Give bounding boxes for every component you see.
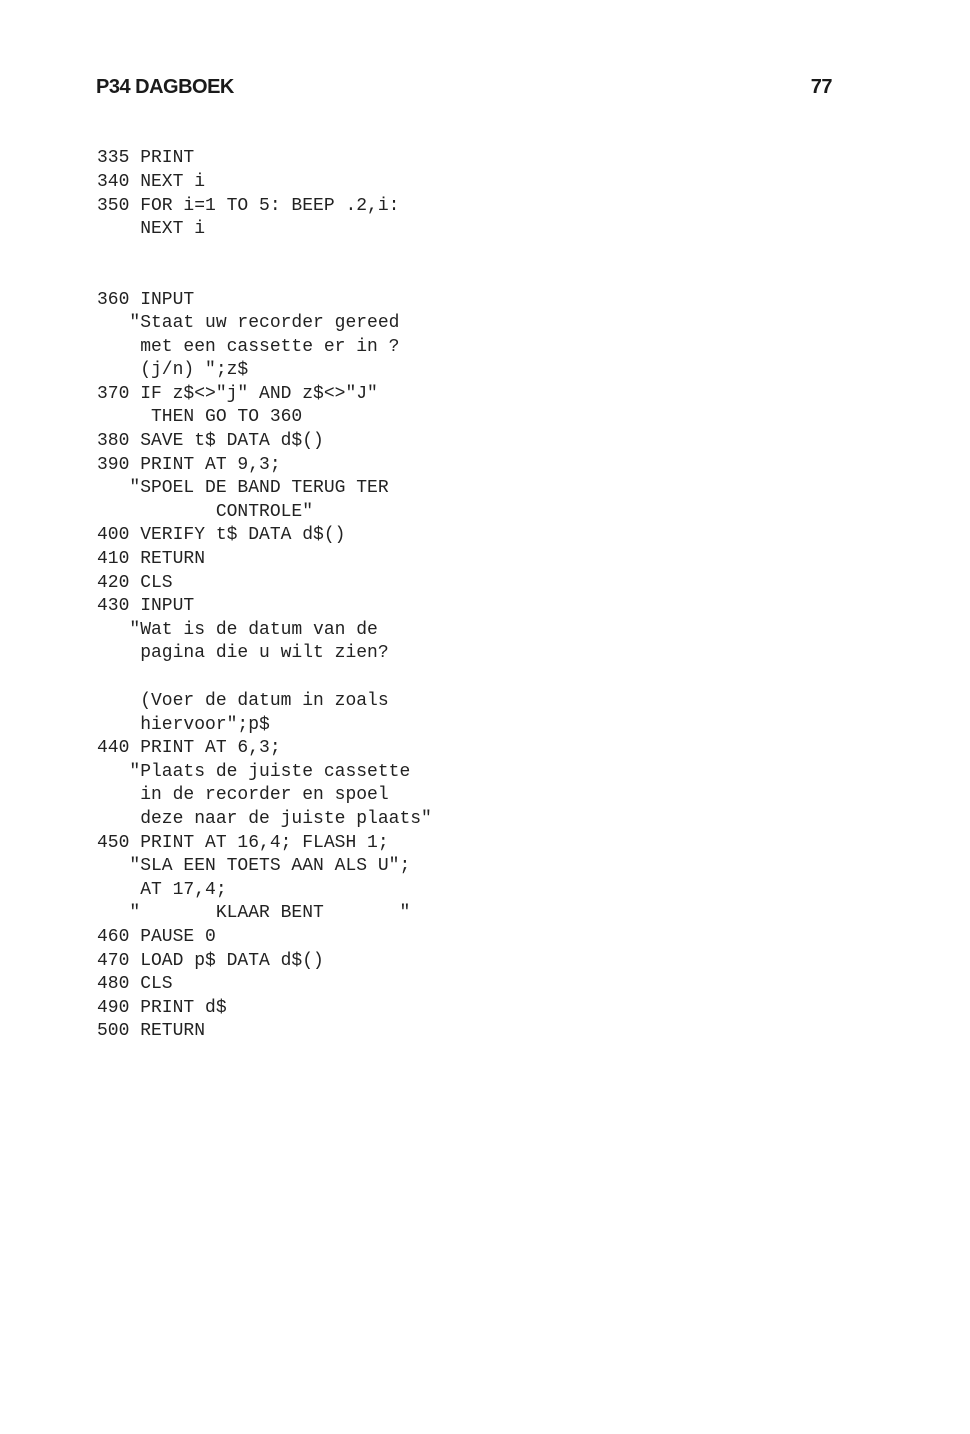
- code-line: "SLA EEN TOETS AAN ALS U";: [97, 856, 411, 876]
- code-line: 360 INPUT: [97, 290, 195, 310]
- page-number: 77: [810, 76, 832, 98]
- code-line: 370 IF z$<>"j" AND z$<>"J": [97, 384, 378, 404]
- code-line: (j/n) ";z$: [97, 360, 249, 380]
- code-line: 420 CLS: [97, 573, 173, 593]
- page-header: [96, 76, 832, 106]
- code-line: 390 PRINT AT 9,3;: [97, 455, 281, 475]
- code-line: 400 VERIFY t$ DATA d$(): [97, 525, 346, 545]
- page-title: P34 DAGBOEK: [96, 76, 234, 98]
- code-line: "Staat uw recorder gereed: [97, 313, 400, 333]
- code-line: hiervoor";p$: [97, 715, 270, 735]
- code-line: 460 PAUSE 0: [97, 927, 216, 947]
- code-line: pagina die u wilt zien?: [97, 643, 389, 663]
- code-line: "SPOEL DE BAND TERUG TER: [97, 478, 389, 498]
- code-line: (Voer de datum in zoals: [97, 691, 389, 711]
- code-line: AT 17,4;: [97, 880, 227, 900]
- code-line: 440 PRINT AT 6,3;: [97, 738, 281, 758]
- code-line: in de recorder en spoel: [97, 785, 389, 805]
- code-line: deze naar de juiste plaats": [97, 809, 432, 829]
- code-line: " KLAAR BENT ": [97, 903, 411, 923]
- code-line: 335 PRINT: [97, 148, 195, 168]
- code-line: CONTROLE": [97, 502, 314, 522]
- code-line: met een cassette er in ?: [97, 337, 400, 357]
- code-line: 450 PRINT AT 16,4; FLASH 1;: [97, 833, 389, 853]
- code-line: 340 NEXT i: [97, 172, 206, 192]
- code-line: 480 CLS: [97, 974, 173, 994]
- code-line: 430 INPUT: [97, 596, 195, 616]
- code-line: NEXT i: [97, 219, 206, 239]
- code-line: 380 SAVE t$ DATA d$(): [97, 431, 324, 451]
- code-line: 410 RETURN: [97, 549, 206, 569]
- code-line: 350 FOR i=1 TO 5: BEEP .2,i:: [97, 196, 400, 216]
- code-line: THEN GO TO 360: [97, 407, 303, 427]
- code-line: 500 RETURN: [97, 1021, 206, 1041]
- code-line: 470 LOAD p$ DATA d$(): [97, 951, 324, 971]
- code-line: 490 PRINT d$: [97, 998, 227, 1018]
- code-line: "Wat is de datum van de: [97, 620, 378, 640]
- code-line: "Plaats de juiste cassette: [97, 762, 411, 782]
